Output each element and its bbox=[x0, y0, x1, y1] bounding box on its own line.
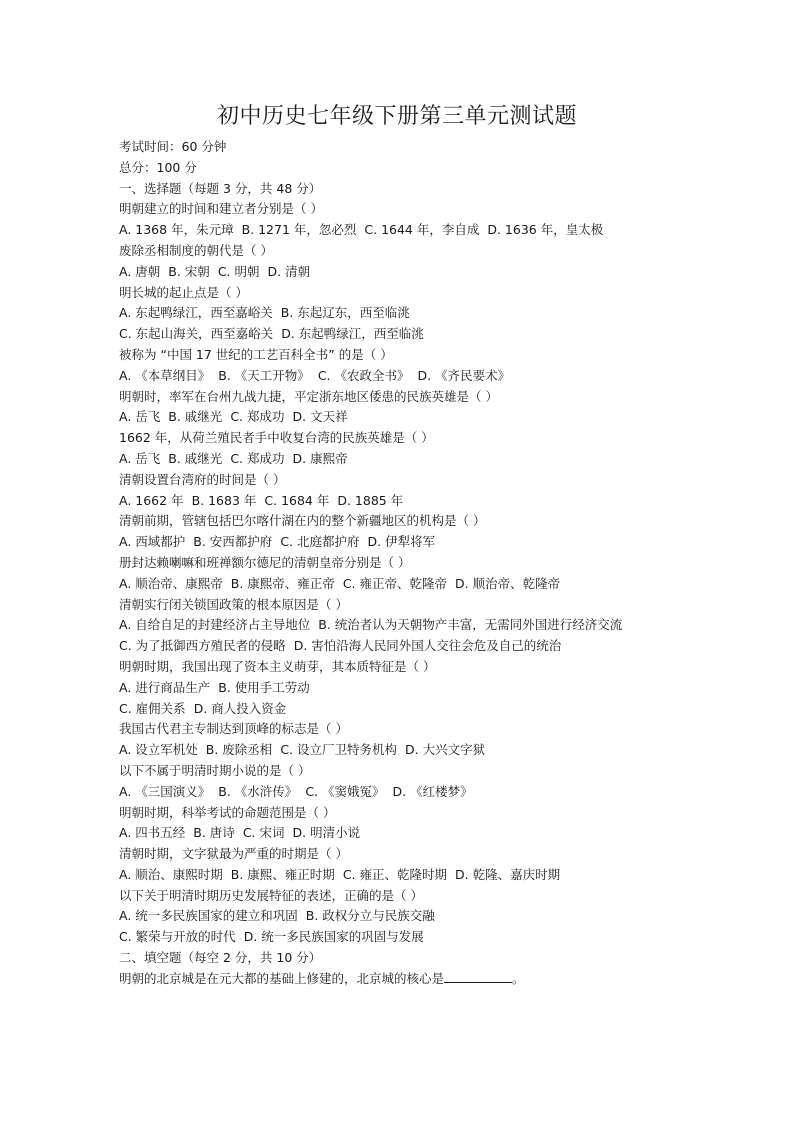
exam-content bbox=[119, 137, 694, 990]
question-stem: 明朝时期，我国出现了资本主义萌芽，其本质特征是（ ） bbox=[119, 658, 436, 674]
question-stem: 册封达赖喇嘛和班禅额尔德尼的清朝皇帝分别是（ ） bbox=[119, 554, 411, 570]
question-stem: 1662 年，从荷兰殖民者手中收复台湾的民族英雄是（ ） bbox=[119, 430, 434, 446]
question-list bbox=[119, 199, 694, 948]
option-row bbox=[119, 823, 694, 844]
answer-option[interactable]: C. 繁荣与开放的时代 bbox=[119, 929, 236, 945]
answer-option[interactable]: C. 为了抵御西方殖民者的侵略 bbox=[119, 638, 286, 654]
answer-option[interactable]: D. 康熙帝 bbox=[292, 450, 348, 466]
question-stem: 清朝设置台湾府的时间是（ ） bbox=[119, 471, 286, 487]
answer-option[interactable]: D. 乾隆、嘉庆时期 bbox=[455, 866, 561, 882]
answer-option[interactable]: B. 政权分立与民族交融 bbox=[305, 908, 435, 924]
answer-option[interactable]: C. 郑成功 bbox=[230, 450, 285, 466]
question-stem: 以下不属于明清时期小说的是（ ） bbox=[119, 762, 311, 778]
answer-option[interactable]: C. 1684 年 bbox=[264, 492, 330, 508]
answer-option[interactable]: D. 统一多民族国家的巩固与发展 bbox=[243, 929, 424, 945]
answer-option[interactable]: A. 进行商品生产 bbox=[119, 679, 211, 695]
answer-option[interactable]: C. 雇佣关系 bbox=[119, 700, 186, 716]
answer-option[interactable]: B. 戚继光 bbox=[168, 450, 223, 466]
answer-option[interactable]: B. 《水浒传》 bbox=[218, 783, 298, 799]
answer-option[interactable]: A. 自给自足的封建经济占主导地位 bbox=[119, 617, 311, 633]
answer-option[interactable]: A. 岳飞 bbox=[119, 450, 161, 466]
question-stem: 清朝时期，文字狱最为严重的时期是（ ） bbox=[119, 846, 348, 862]
exam-time: 考试时间：60 分钟 bbox=[119, 139, 227, 154]
question-stem: 被称为 “中国 17 世纪的工艺百科全书” 的是（ ） bbox=[119, 346, 393, 362]
question-stem: 我国古代君主专制达到顶峰的标志是（ ） bbox=[119, 721, 348, 737]
answer-option[interactable]: A. 四书五经 bbox=[119, 825, 186, 841]
question-stem: 清朝实行闭关锁国政策的根本原因是（ ） bbox=[119, 596, 348, 612]
answer-option[interactable]: A. 顺治帝、康熙帝 bbox=[119, 575, 223, 591]
option-row bbox=[119, 615, 694, 636]
answer-option[interactable]: B. 《天工开物》 bbox=[218, 367, 310, 383]
answer-option[interactable]: B. 安西都护府 bbox=[193, 534, 273, 550]
option-row bbox=[119, 324, 694, 345]
total-score: 总分：100 分 bbox=[119, 159, 197, 175]
answer-option[interactable]: D. 商人投入资金 bbox=[193, 700, 287, 716]
answer-option[interactable]: C. 《农政全书》 bbox=[317, 367, 410, 383]
answer-option[interactable]: D. 明清小说 bbox=[292, 825, 361, 841]
option-row bbox=[119, 740, 694, 761]
fill-question bbox=[119, 969, 694, 990]
answer-option[interactable]: B. 1271 年，忽必烈 bbox=[241, 222, 357, 238]
option-row bbox=[119, 449, 694, 470]
answer-option[interactable]: D. 清朝 bbox=[267, 263, 311, 279]
answer-option[interactable]: C. 宋词 bbox=[242, 825, 285, 841]
answer-option[interactable]: C. 明朝 bbox=[217, 263, 260, 279]
answer-option[interactable]: B. 1683 年 bbox=[191, 492, 257, 508]
answer-option[interactable]: A. 岳飞 bbox=[119, 409, 161, 425]
option-row bbox=[119, 532, 694, 553]
answer-option[interactable]: A. 《本草纲目》 bbox=[119, 367, 211, 383]
option-row bbox=[119, 574, 694, 595]
fill-question-text: 明朝的北京城是在元大都的基础上修建的，北京城的核心是 bbox=[119, 970, 445, 986]
option-row bbox=[119, 491, 694, 512]
answer-blank[interactable] bbox=[444, 969, 512, 983]
answer-option[interactable]: C. 设立厂卫特务机构 bbox=[280, 742, 397, 758]
answer-option[interactable]: A. 统一多民族国家的建立和巩固 bbox=[119, 908, 298, 924]
section1-header: 一、选择题（每题 3 分，共 48 分） bbox=[119, 180, 322, 196]
answer-option[interactable]: A. 东起鸭绿江，西至嘉峪关 bbox=[119, 305, 273, 321]
question-stem: 清朝前期，管辖包括巴尔喀什湖在内的整个新疆地区的机构是（ ） bbox=[119, 513, 486, 529]
page-title: 初中历史七年级下册第三单元测试题 bbox=[216, 104, 577, 129]
option-row bbox=[119, 927, 694, 948]
question-stem: 明长城的起止点是（ ） bbox=[119, 284, 248, 300]
answer-option[interactable]: C. 《窦娥冤》 bbox=[305, 783, 385, 799]
option-row bbox=[119, 699, 694, 720]
answer-option[interactable]: C. 雍正帝、乾隆帝 bbox=[342, 575, 447, 591]
answer-option[interactable]: D. 伊犁将军 bbox=[367, 534, 436, 550]
answer-option[interactable]: B. 康熙、雍正时期 bbox=[230, 866, 335, 882]
answer-option[interactable]: C. 东起山海关，西至嘉峪关 bbox=[119, 326, 274, 342]
question-stem: 明朝时期，科举考试的命题范围是（ ） bbox=[119, 804, 336, 820]
option-row bbox=[119, 865, 694, 886]
answer-option[interactable]: A. 顺治、康熙时期 bbox=[119, 866, 223, 882]
option-row bbox=[119, 262, 694, 283]
answer-option[interactable]: B. 康熙帝、雍正帝 bbox=[230, 575, 335, 591]
answer-option[interactable]: C. 雍正、乾隆时期 bbox=[342, 866, 447, 882]
answer-option[interactable]: C. 郑成功 bbox=[230, 409, 285, 425]
answer-option[interactable]: D. 文天祥 bbox=[292, 409, 348, 425]
answer-option[interactable]: B. 使用手工劳动 bbox=[218, 679, 310, 695]
option-row bbox=[119, 906, 694, 927]
answer-option[interactable]: C. 北庭都护府 bbox=[280, 534, 360, 550]
answer-option[interactable]: B. 废除丞相 bbox=[205, 742, 273, 758]
fill-question-end: 。 bbox=[512, 970, 525, 986]
answer-option[interactable]: D. 顺治帝、乾隆帝 bbox=[455, 575, 561, 591]
option-row bbox=[119, 366, 694, 387]
question-stem: 明朝时，率军在台州九战九捷，平定浙东地区倭患的民族英雄是（ ） bbox=[119, 388, 498, 404]
question-stem: 明朝建立的时间和建立者分别是（ ） bbox=[119, 201, 323, 217]
option-row bbox=[119, 407, 694, 428]
question-stem: 废除丞相制度的朝代是（ ） bbox=[119, 242, 273, 258]
option-row bbox=[119, 678, 694, 699]
option-row bbox=[119, 636, 694, 657]
option-row bbox=[119, 782, 694, 803]
answer-option[interactable]: D. 大兴文字狱 bbox=[405, 742, 486, 758]
answer-option[interactable]: B. 统治者认为天朝物产丰富，无需同外国进行经济交流 bbox=[318, 617, 623, 633]
answer-option[interactable]: D. 东起鸭绿江，西至临洮 bbox=[281, 326, 424, 342]
option-row bbox=[119, 303, 694, 324]
answer-option[interactable]: C. 1644 年，李自成 bbox=[364, 222, 480, 238]
answer-option[interactable]: A. 《三国演义》 bbox=[119, 783, 211, 799]
answer-option[interactable]: A. 1368 年，朱元璋 bbox=[119, 222, 234, 238]
section2-header: 二、填空题（每空 2 分，共 10 分） bbox=[119, 950, 322, 966]
answer-option[interactable]: A. 唐朝 bbox=[119, 263, 161, 279]
answer-option[interactable]: D. 害怕沿海人民同外国人交往会危及自己的统治 bbox=[293, 638, 562, 654]
answer-option[interactable]: A. 设立军机处 bbox=[119, 742, 198, 758]
answer-option[interactable]: D. 《红楼梦》 bbox=[392, 783, 473, 799]
option-row bbox=[119, 220, 694, 241]
answer-option[interactable]: B. 戚继光 bbox=[168, 409, 223, 425]
question-stem: 以下关于明清时期历史发展特征的表述，正确的是（ ） bbox=[119, 887, 423, 903]
answer-option[interactable]: A. 西域都护 bbox=[119, 534, 186, 550]
answer-option[interactable]: D. 《齐民要术》 bbox=[417, 367, 511, 383]
answer-option[interactable]: B. 东起辽东，西至临洮 bbox=[280, 305, 410, 321]
answer-option[interactable]: D. 1636 年，皇太极 bbox=[487, 222, 604, 238]
answer-option[interactable]: A. 1662 年 bbox=[119, 492, 184, 508]
answer-option[interactable]: B. 宋朝 bbox=[168, 263, 210, 279]
answer-option[interactable]: D. 1885 年 bbox=[337, 492, 404, 508]
answer-option[interactable]: B. 唐诗 bbox=[193, 825, 235, 841]
